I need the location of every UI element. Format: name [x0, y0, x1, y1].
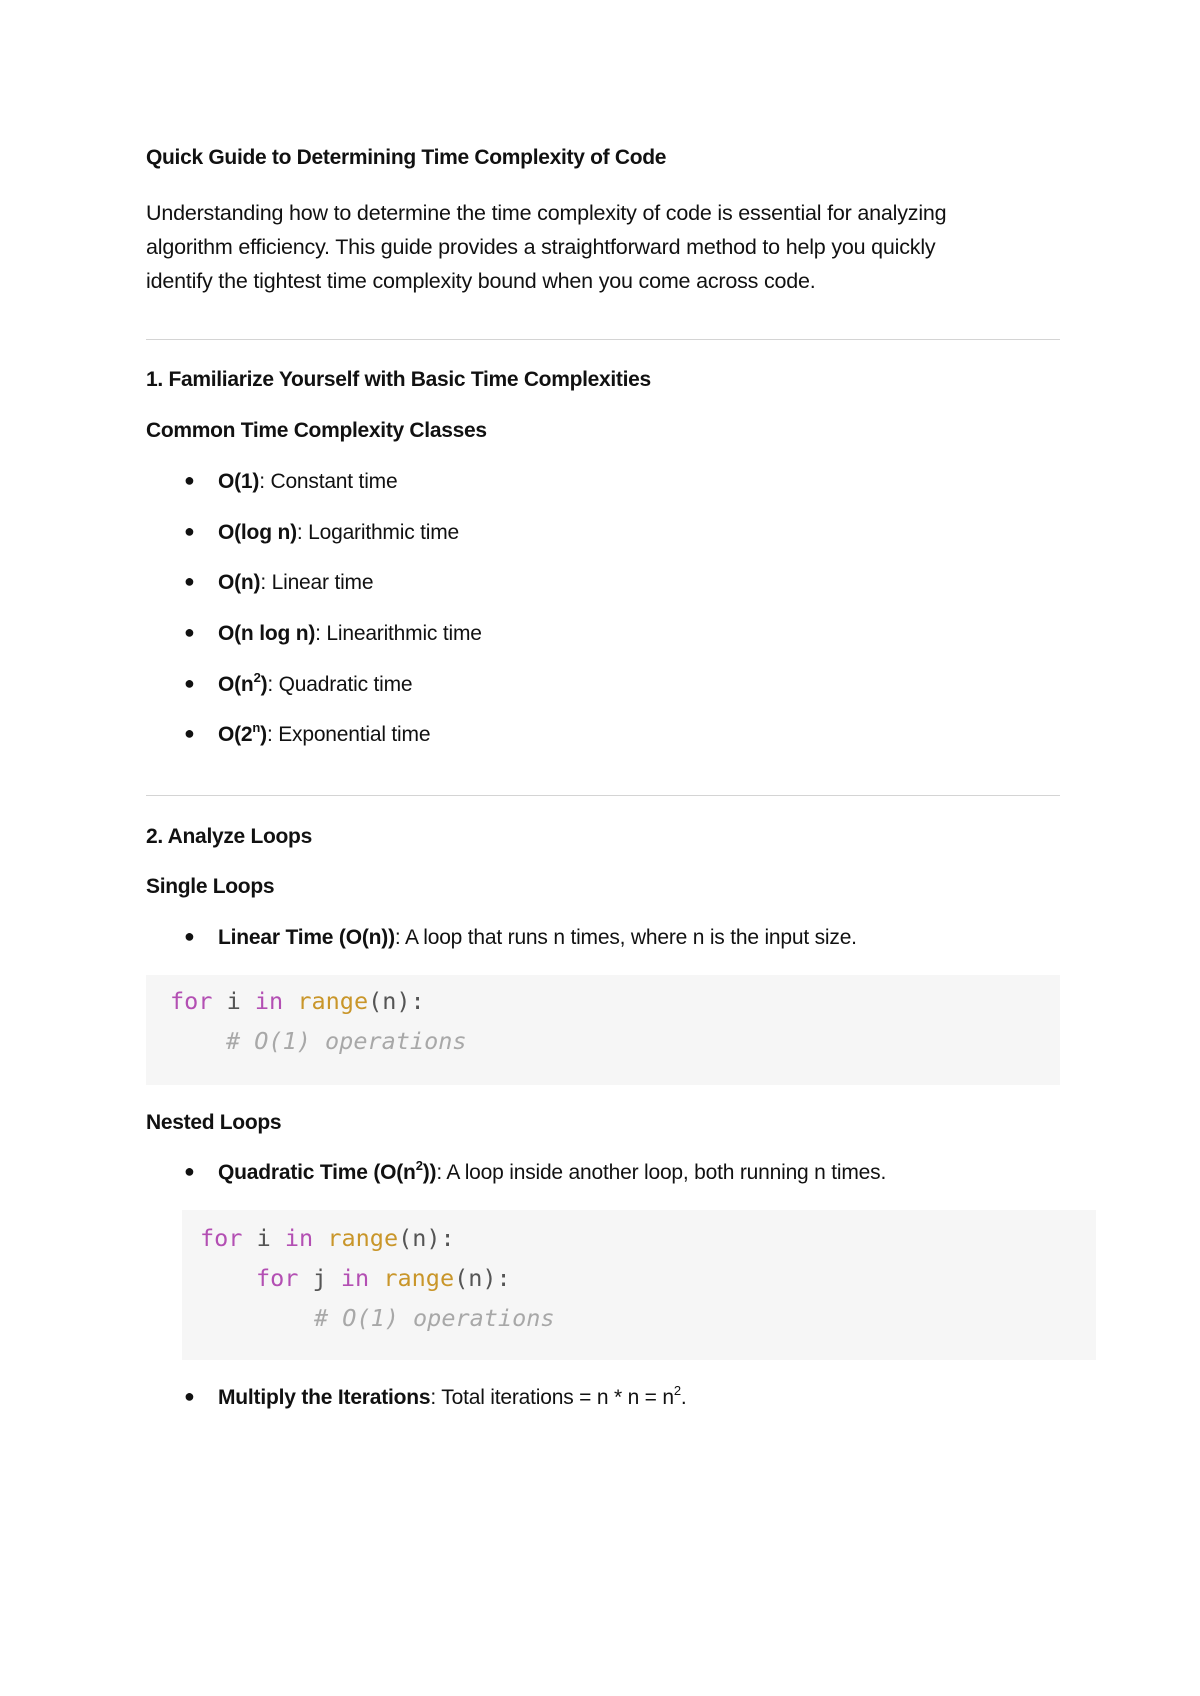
list-item-term: O(n)	[218, 571, 261, 594]
code-block-nested-loop	[182, 1210, 1096, 1360]
intro-line: identify the tightest time complexity bound when you come across code.	[146, 269, 816, 293]
intro-line: Understanding how to determine the time complexity of code is essential for analyzing	[146, 201, 947, 225]
list-item-desc: : Quadratic time	[267, 673, 413, 696]
intro-paragraph	[146, 196, 1060, 298]
bullet-icon: ●	[184, 571, 195, 591]
list-item-desc: : Linearithmic time	[315, 622, 482, 645]
document-title: Quick Guide to Determining Time Complexity of Code	[146, 146, 667, 169]
bullet-icon: ●	[184, 1386, 195, 1406]
code-line: for i in range(n):	[170, 987, 425, 1015]
list-item-desc: : A loop that runs n times, where n is the input size.	[394, 926, 857, 949]
bullet-icon: ●	[184, 673, 195, 693]
list-item-term: $O(n^2)$	[218, 670, 268, 696]
code-line: # O(1) operations	[314, 1304, 555, 1332]
intro-line: algorithm efficiency. This guide provides a straightforward method to help you quickly	[146, 235, 936, 259]
list-item-term: O(n log n)	[218, 622, 316, 645]
bullet-icon: ●	[184, 926, 195, 946]
list-item-term: Multiply the Iterations	[218, 1386, 431, 1409]
code-block-single-loop	[146, 975, 1060, 1085]
section1-subheading: Common Time Complexity Classes	[146, 419, 487, 442]
list-item-desc: : Total iterations = n * n = n	[430, 1386, 674, 1409]
section2-heading: 2. Analyze Loops	[146, 825, 312, 848]
section-divider	[146, 795, 1060, 796]
code-line: for i in range(n):	[200, 1224, 455, 1252]
bullet-icon: ●	[184, 723, 195, 743]
list-item-term: O(log n)	[218, 521, 297, 544]
section-divider	[146, 339, 1060, 340]
list-item-term: Linear Time (O(n))	[218, 926, 395, 949]
bullet-icon: ●	[184, 521, 195, 541]
list-item-desc: : Constant time	[259, 470, 398, 493]
list-item-desc: : Logarithmic time	[296, 521, 459, 544]
single-loops-subheading: Single Loops	[146, 875, 275, 898]
bullet-icon: ●	[184, 1161, 195, 1181]
code-line: # O(1) operations	[226, 1027, 467, 1055]
list-item-term: O(2$^n$)	[218, 720, 267, 746]
bullet-icon: ●	[184, 622, 195, 642]
list-item-desc: : Linear time	[260, 571, 374, 594]
bullet-icon: ●	[184, 470, 195, 490]
code-line: for j in range(n):	[256, 1264, 511, 1292]
list-item-desc: : Exponential time	[266, 723, 431, 746]
section1-heading: 1. Familiarize Yourself with Basic Time Complexities	[146, 368, 651, 391]
list-item-term: O(1)	[218, 470, 260, 493]
list-item-term: Quadratic Time $(O(n^2))$	[218, 1158, 437, 1184]
nested-loops-subheading: Nested Loops	[146, 1111, 282, 1134]
list-item-desc: : A loop inside another loop, both running n times.	[436, 1161, 887, 1184]
